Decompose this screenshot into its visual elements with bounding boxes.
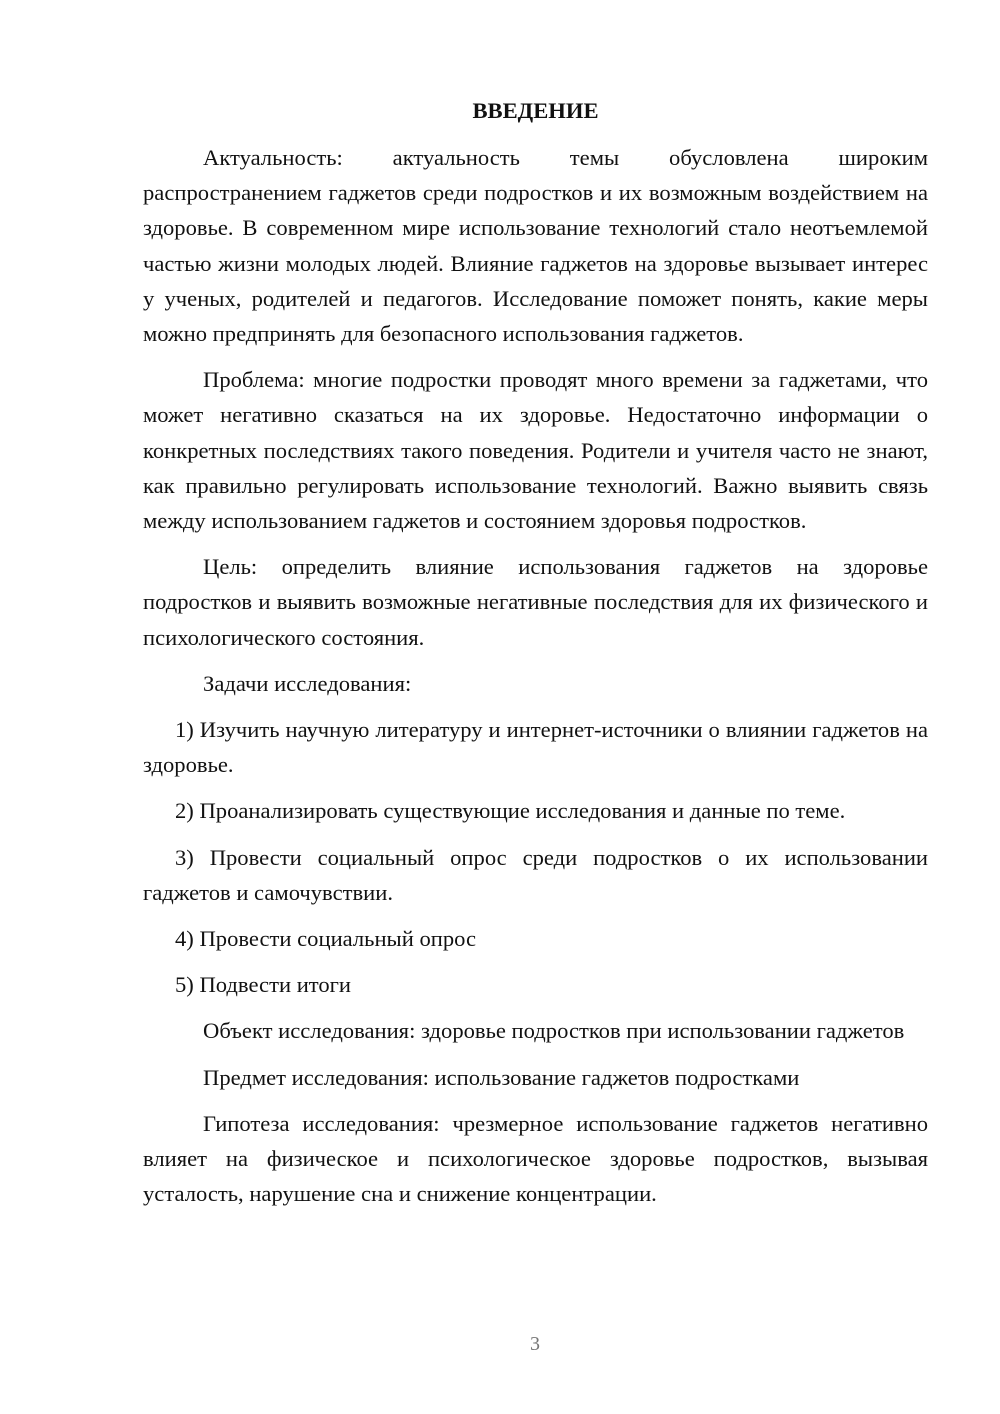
goal-paragraph: Цель: определить влияние использования гаджетов на здоровье подростков и выявить возможные негативные последствия для их физического и психологического состояния.: [143, 554, 928, 650]
page-number: 3: [530, 1333, 540, 1355]
problem-paragraph: Проблема: многие подростки проводят много времени за гаджетами, что может негативно сказаться на их здоровье. Недостаточно информации о конкретных последствиях такого поведения. Родители и учителя часто не знают, как правильно регулировать использование технологий. Важно выявить связь между использованием гаджетов и состоянием здоровья подростков.: [143, 367, 928, 534]
task-item-2: 2) Проанализировать существующие исследования и данные по теме.: [175, 798, 846, 824]
page-title: ВВЕДЕНИЕ: [472, 98, 599, 123]
hypothesis-paragraph: Гипотеза исследования: чрезмерное использование гаджетов негативно влияет на физическое и психологическое здоровье подростков, вызывая усталость, нарушение сна и снижение концентрации.: [143, 1110, 928, 1207]
object-paragraph: Объект исследования: здоровье подростков при использовании гаджетов: [203, 1018, 905, 1044]
page-content: [143, 93, 928, 1211]
task-item-5: 5) Подвести итоги: [175, 972, 352, 998]
tasks-heading: Задачи исследования:: [203, 670, 412, 696]
relevance-paragraph: Актуальность: актуальность темы обусловлена широким распространением гаджетов среди подростков и их возможным воздействием на здоровье. В современном мире использование технологий стало неотъемлемой частью жизни молодых людей. Влияние гаджетов на здоровье вызывает интерес у ученых, родителей и педагогов. Исследование поможет понять, какие меры можно предпринять для безопасного использования гаджетов.: [143, 145, 928, 347]
task-item-3: 3) Провести социальный опрос среди подростков о их использовании гаджетов и самочувствии.: [143, 844, 928, 905]
task-item-4: 4) Провести социальный опрос: [175, 926, 477, 952]
task-item-1: 1) Изучить научную литературу и интернет-источники о влиянии гаджетов на здоровье.: [143, 717, 928, 778]
subject-paragraph: Предмет исследования: использование гаджетов подростками: [203, 1064, 800, 1090]
